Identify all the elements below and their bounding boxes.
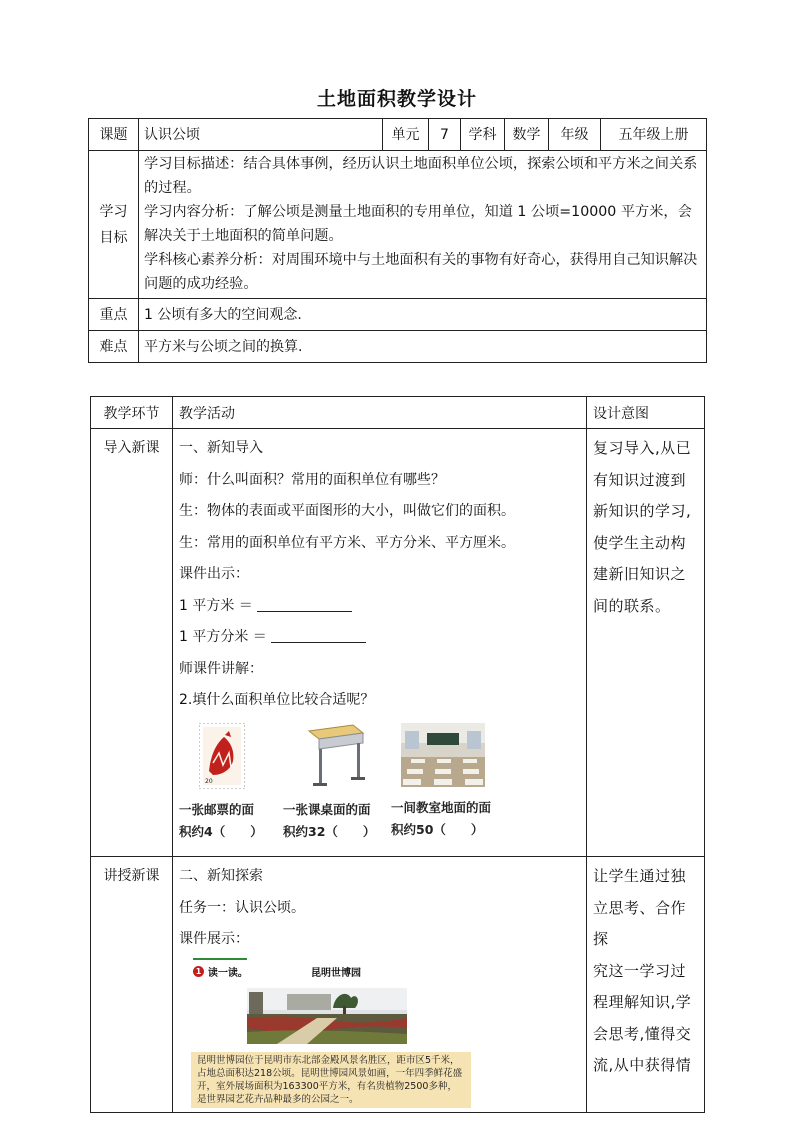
classroom-image [401,723,485,787]
key-label: 重点 [89,299,139,331]
intent-line: 让学生通过独 [593,867,687,885]
expo-park-photo [247,988,407,1044]
plan-table [90,396,705,1113]
stage-explore-label: 讲授新课 [103,868,160,884]
fill-line-square-decimeter [179,622,580,654]
expo-title: 昆明世博园 [311,968,361,979]
intent-line: 立思考、合作探 [593,898,687,948]
fill-line-square-meter [179,591,580,623]
activity-heading: 一、新知导入 [179,440,263,456]
subject-label: 学科 [461,119,505,151]
activity-line: 生：物体的表面或平面图形的大小，叫做它们的面积。 [179,503,515,519]
activity-question: 2.填什么面积单位比较合适呢？ [179,692,375,708]
activity-line: 课件出示： [179,566,249,582]
stage-intro-label: 导入新课 [103,440,160,456]
expo-header [179,960,479,984]
intent-line: 程理解知识,学 [593,993,692,1011]
topic-value: 认识公顷 [139,119,383,151]
activity-line: 课件展示： [179,931,249,947]
expo-slide [179,960,479,1108]
info-table [88,118,707,363]
badge-label: 读一读。 [207,968,248,979]
stage-intro [91,429,173,857]
answer-blank [257,595,352,612]
stamp-image [199,723,245,789]
desk-picture [283,723,387,843]
intent-line: 会思考,懂得交 [593,1024,692,1043]
intent-line: 建新旧知识之 [593,565,687,583]
goals-label [89,151,139,299]
intent-line: 复习导入,从已 [593,439,692,457]
difficulty-label: 难点 [89,331,139,363]
header-intent: 设计意图 [587,397,705,429]
goals-content [139,151,707,299]
answer-blank [271,626,366,643]
header-activity: 教学活动 [173,397,587,429]
expo-description: 昆明世博园位于昆明市东北部金殿风景名胜区，距市区5千米，占地总面积达218公顷。昆明世博园风景如画，一年四季鲜花盛开，室外展场面积为163300平方米，有名贵植物2500多种，是世界园艺花卉品种最多的公园之一。 [191,1052,471,1108]
picture-row [179,723,580,843]
svg-text:20: 20 [205,777,213,785]
classroom-picture [391,723,511,843]
page-title: 土地面积教学设计 [316,88,477,110]
expo-badge [193,964,249,979]
header-stage: 教学环节 [91,397,173,429]
fill-label: 1 平方分米 ＝ [179,629,267,645]
activity-heading: 二、新知探索 [179,868,263,884]
activity-line: 师：什么叫面积？常用的面积单位有哪些？ [179,471,445,488]
badge-underline [193,958,247,960]
key-value: 1 公顷有多大的空间观念. [139,299,707,331]
classroom-caption-2: 积约50（ ） [391,821,484,837]
grade-label: 年级 [549,119,601,151]
stamp-caption-1: 一张邮票的面 [179,801,255,817]
intent-intro [587,429,705,857]
difficulty-value: 平方米与公顷之间的换算. [139,331,707,363]
intent-line: 有知识过渡到 [593,470,687,489]
topic-label: 课题 [89,119,139,151]
subject-value: 数学 [505,119,549,151]
intent-explore [587,857,705,1113]
activity-intro [173,429,587,857]
goals-label-line: 目标 [99,229,128,246]
intent-line: 使学生主动构 [593,533,687,552]
fill-label: 1 平方米 ＝ [179,597,253,614]
activity-line: 生：常用的面积单位有平方米、平方分米、平方厘米。 [179,534,515,551]
activity-line: 师课件讲解： [179,660,263,677]
desk-caption-2: 积约32（ ） [283,823,376,839]
goal-literacy-analysis: 学科核心素养分析：对周围环境中与土地面积有关的事物有好奇心，获得用自己知识解决问题的成功经验。 [144,252,698,292]
stamp-caption-2: 积约4（ ） [179,823,263,839]
goal-content-analysis: 学习内容分析：了解公顷是测量土地面积的专用单位，知道 1 公顷=10000 平方米，会解决关于土地面积的简单问题。 [144,204,692,244]
unit-label: 单元 [383,119,429,151]
stage-explore [91,857,173,1113]
activity-line: 任务一：认识公顷。 [179,899,305,916]
goal-description: 学习目标描述：结合具体事例，经历认识土地面积单位公顷，探索公顷和平方米之间关系的过程。 [144,156,698,196]
stamp-picture [179,723,279,843]
activity-explore [173,857,587,1113]
intent-line: 流,从中获得情 [593,1056,692,1074]
desk-image [305,723,365,789]
intent-line: 间的联系。 [593,596,671,615]
badge-number-icon: 1 [193,966,204,977]
intent-line: 新知识的学习, [593,502,692,520]
goals-label-line: 学习 [99,203,128,220]
grade-value: 五年级上册 [601,119,707,151]
desk-caption-1: 一张课桌面的面 [283,801,371,817]
intent-line: 究这一学习过 [593,961,687,980]
unit-value: 7 [429,119,461,151]
classroom-caption-1: 一间教室地面的面 [391,799,492,815]
